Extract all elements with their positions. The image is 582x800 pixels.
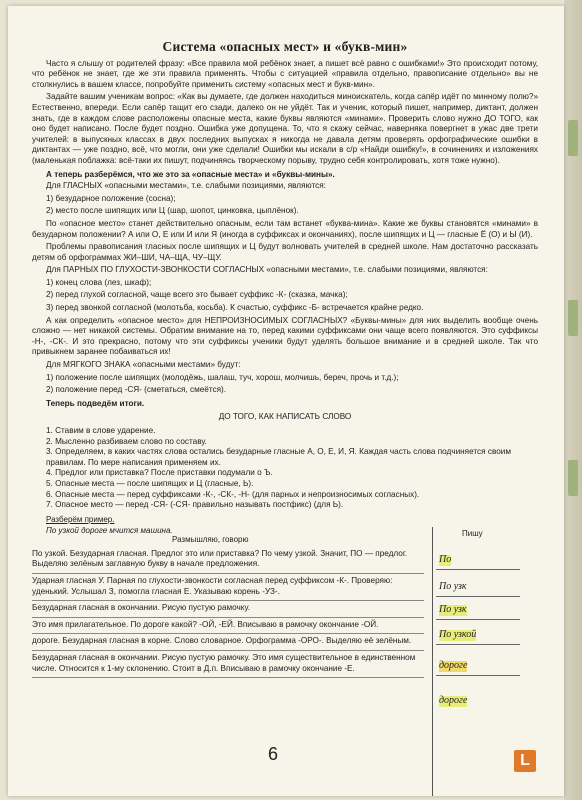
page-title: Система «опасных мест» и «букв-мин» xyxy=(162,39,408,54)
intro-paragraph: Часто я слышу от родителей фразу: «Все правила мой ребёнок знает, а пишет всё равно с ошибками!» Это происходит потому, что ребёнок не знает, где же эти правила применять. Чтобы с ситуацией «правила отдельно, правописание отдельно» вы не столкнулись в вашем классе, попробуйте применить систему «опасных мест и букв-мин». xyxy=(32,58,538,89)
page-number: 6 xyxy=(267,744,278,764)
consonant-rule: 2) перед глухой согласной, чаще всего это бывает суффикс -К- (сказка, мачка); xyxy=(46,290,348,300)
written-cell: дороге xyxy=(439,695,468,707)
reasoning-row: По узкой. Безударная гласная. Предлог это или приставка? По чему узкой. Значит, ПО — предлог. Выделяю зелёным заглавную букву в начале предложения. xyxy=(32,547,424,574)
step-item: 5. Опасные места — после шипящих и Ц (гласные, Ь). xyxy=(46,478,254,488)
step-item: 4. Предлог или приставка? После приставки подумали о Ъ. xyxy=(46,468,273,478)
written-cell: По узкой xyxy=(436,620,520,645)
column-header-right: Пишу xyxy=(462,528,483,538)
side-tab-mark xyxy=(568,300,578,336)
consonant-rule: 3) перед звонкой согласной (молотьба, косьба). К счастью, суффикс -Б- встречается крайне редко. xyxy=(46,303,424,313)
vowel-rule: 1) безударное положение (сосна); xyxy=(46,193,176,203)
written-cell: дороге xyxy=(436,645,520,676)
vowels-intro: Для ГЛАСНЫХ «опасными местами», т.е. слабыми позициями, являются: xyxy=(46,181,326,191)
steps-list xyxy=(32,426,538,511)
reasoning-row: Это имя прилагательное. По дороге какой? -ОЙ, -ЕЙ. Вписываю в рамочку окончание -ОЙ. xyxy=(32,618,424,635)
soft-sign-rule: 1) положение после шипящих (молодёжь, шалаш, туч, хорош, молчишь, береч, прочь и т.д.); xyxy=(46,372,399,382)
vowel-paragraph: По «опасное место» станет действительно опасным, если там встанет «буква-мина». Какие же буквы становятся «минами» в безударном положении? А или О, Е или И или Я (иногда в суффиксах и окончаниях), после шипящих и Ц — гласные Ё (О) и Ы (И). xyxy=(32,218,538,239)
step-item: 6. Опасные места — перед суффиксами -К-, -СК-, -Н- (для парных и непроизносимых согласных). xyxy=(46,489,420,499)
book-spine xyxy=(564,0,582,800)
column-header-left: Размышляю, говорю xyxy=(172,534,249,544)
written-cell: По узк xyxy=(436,570,520,597)
vowel-paragraph: Проблемы правописания гласных после шипящих и Ц будут волновать учителей в средней школе. Нам достаточно рассказать детям об орфограммах ЖИ–ШИ, ЧА–ЩА, ЧУ–ЩУ. xyxy=(32,242,538,262)
reasoning-row: дороге. Безударная гласная в корне. Слово словарное. Орфограмма -ОРО-. Выделяю её зелёным. xyxy=(32,634,424,651)
step-item: 1. Ставим в слове ударение. xyxy=(46,426,156,435)
section-heading: А теперь разберёмся, что же это за «опасные места» и «буквы-мины». xyxy=(46,169,335,179)
intro-paragraph: Задайте вашим ученикам вопрос: «Как вы думаете, где должен находиться миноискатель, когда сапёр идёт по минному полю?» Естественно, впереди. Если сапёр тащит его сзади, далеко он не уйдёт. Так и ученик, который пишет, например, диктант, должен знать, где в каждом слове расположены опасные места, какие буквы являются «минами». Проверить слово нужно ДО ТОГО, как оно будет написано. После будет поздно. Ошибка уже допущена. То, что я скажу сейчас, наверняка повергнет в ужас две трети учителей: в выпускных классах в двух последних выпусках я никогда не давала детям проверять орфографические ошибки в диктантах — уже поздно, всё, что могли, они уже сделали! Ошибки мы искали в с/р «Найди ошибку!», в сочинениях и изложениях (маленькая поблажка: всё-таки их пишут, подчиняясь творческому порыву, трудно себя контролировать, хотя тоже нужно). xyxy=(32,92,538,165)
consonants-intro: Для ПАРНЫХ ПО ГЛУХОСТИ-ЗВОНКОСТИ СОГЛАСНЫХ «опасными местами», т.е. слабыми позициями, являются: xyxy=(46,265,488,275)
summary-heading: Теперь подведём итоги. xyxy=(46,398,145,408)
reasoning-row: Ударная гласная У. Парная по глухости-звонкости согласная перед суффиксом -К-. Проверяю: уденький. Услышал З, помогла гласная Е. Указываю корень -УЗ-. xyxy=(32,574,424,601)
vowel-rule: 2) место после шипящих или Ц (шар, шопот, цинковка, цыплёнок). xyxy=(46,206,299,216)
reasoning-column xyxy=(32,547,424,678)
step-item: 3. Определяем, в каких частях слова остались безударные гласные А, О, Е, И, Я. Каждая часть слова подчиняется своим правилам. По мере написания применяем их. xyxy=(46,447,511,467)
consonant-rule: 1) конец слова (лез, шкаф); xyxy=(46,277,152,287)
step-item: 2. Мысленно разбиваем слово по составу. xyxy=(46,436,207,446)
reasoning-row: Безударная гласная в окончании. Рисую пустую рамочку. Это имя существительное в единственном числе. Относится к 1-му склонению. Стоит в Д.п. Вписываю в рамочку окончание -Е. xyxy=(32,651,424,678)
reasoning-row: Безударная гласная в окончании. Рисую пустую рамочку. xyxy=(32,601,424,618)
step-item: 7. Опасное место — перед -СЯ- (-СЯ- правильно называть постфикс) (для Ь). xyxy=(46,500,344,510)
publisher-logo-icon: L xyxy=(514,750,536,772)
written-cell: По узк xyxy=(436,597,520,620)
soft-sign-intro: Для МЯГКОГО ЗНАКА «опасными местами» будут: xyxy=(46,360,241,370)
example-heading: Разберём пример. xyxy=(46,514,115,524)
page-content xyxy=(32,16,538,796)
example-sentence: По узкой дороге мчится машина. xyxy=(46,525,173,535)
soft-sign-rule: 2) положение перед -СЯ- (сметаться, смеётся). xyxy=(46,385,227,395)
side-tab-mark xyxy=(568,120,578,156)
unpronounced-paragraph: А как определить «опасное место» для НЕПРОИЗНОСИМЫХ СОГЛАСНЫХ? «Буквы-мины» для них выделить вообще очень сложно — нет никакой системы. Обратим внимание на то, перед какими суффиксами они чаще всего появляются. Это суффиксы -Н-, -СК-. И это прекрасно, потому что эти суффиксы ученики будут уделять большое внимание и в средней школе. Так что привыкнем заранее побаиваться их! xyxy=(32,315,538,357)
written-cell: По xyxy=(436,547,520,570)
side-tab-mark xyxy=(568,460,578,496)
document-page xyxy=(8,6,564,796)
writing-column xyxy=(436,547,520,710)
steps-title: ДО ТОГО, КАК НАПИСАТЬ СЛОВО xyxy=(218,412,352,422)
